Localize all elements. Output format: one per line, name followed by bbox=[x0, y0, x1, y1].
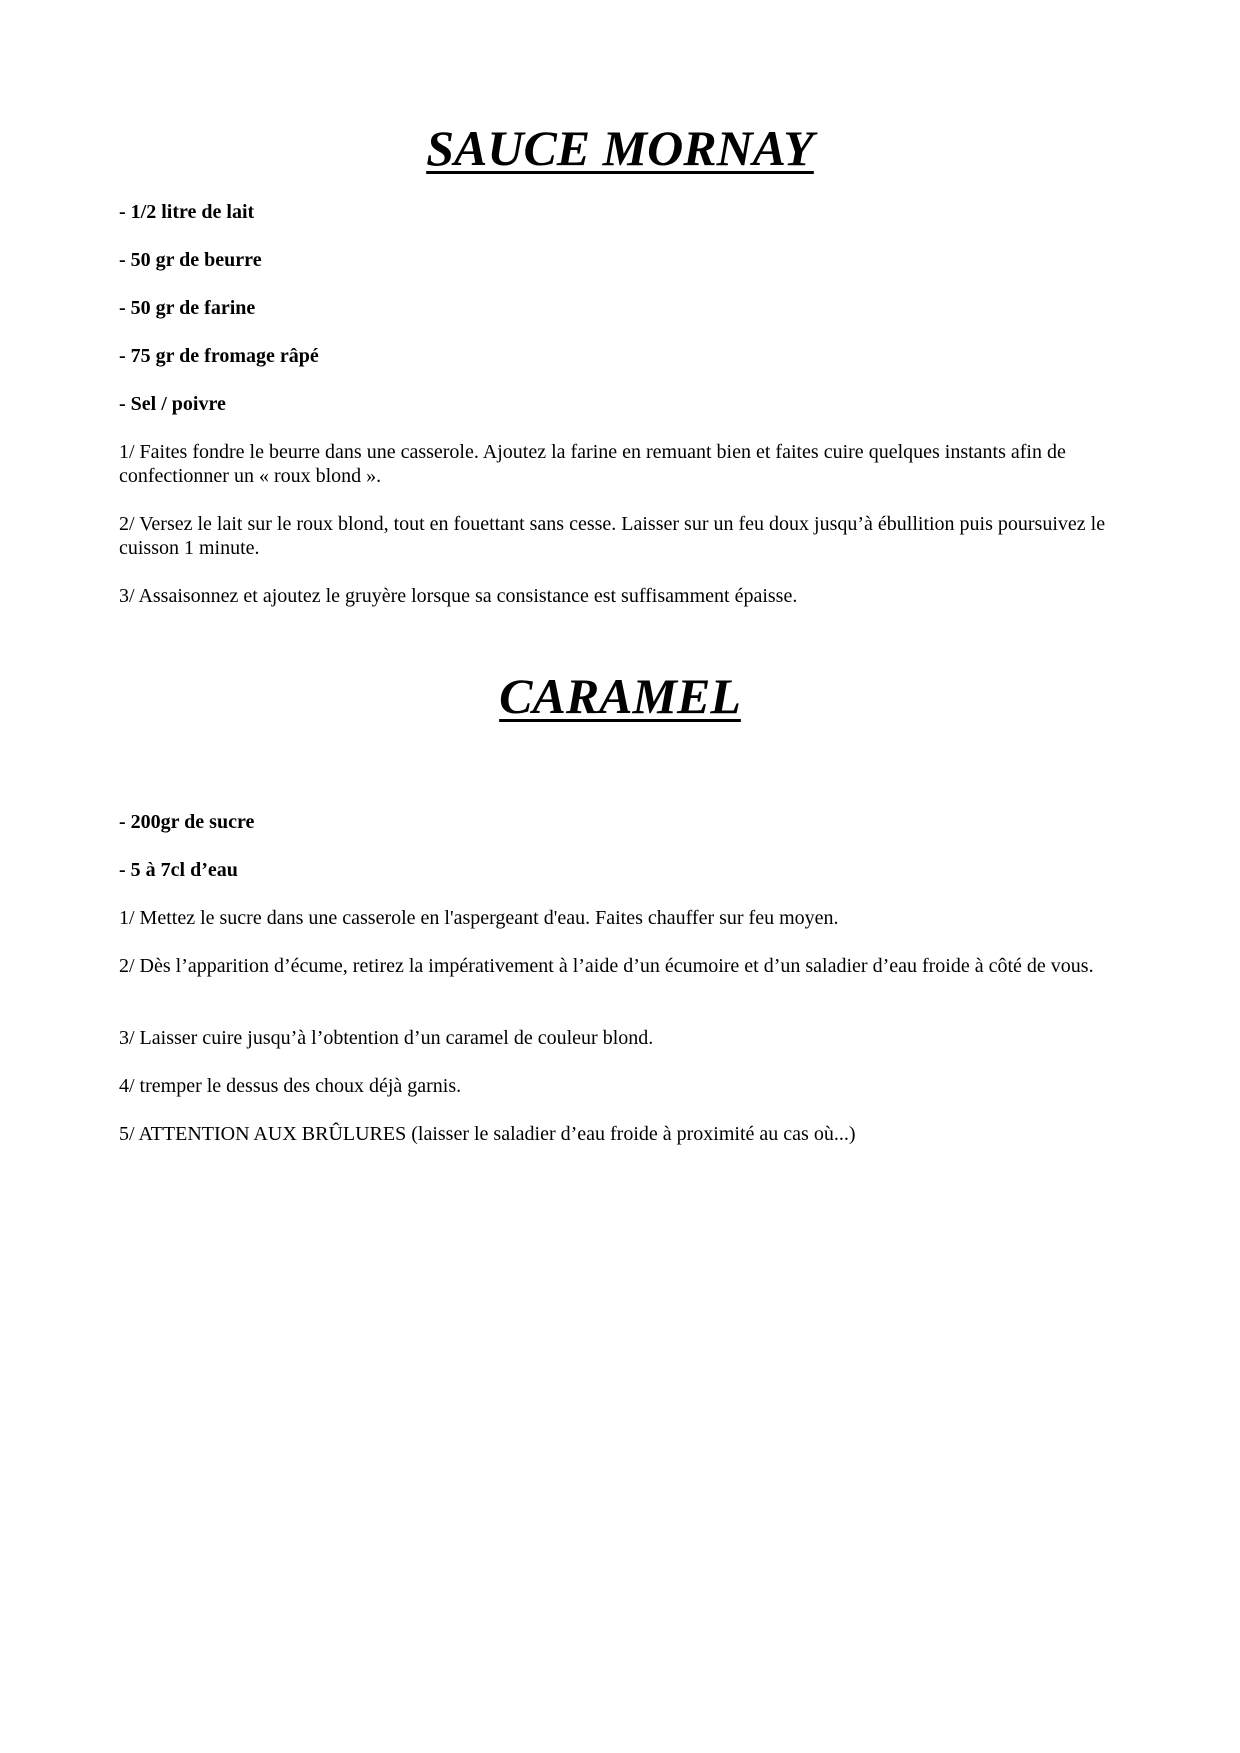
step-4-caramel: 4/ tremper le dessus des choux déjà garnis. bbox=[119, 1075, 462, 1097]
step-2-caramel: 2/ Dès l’apparition d’écume, retirez la impérativement à l’aide d’un écumoire et d’un saladier d’eau froide à côté de vous. bbox=[119, 955, 1094, 977]
ingredient-butter: - 50 gr de beurre bbox=[119, 249, 262, 271]
ingredient-salt-pepper: - Sel / poivre bbox=[119, 393, 226, 415]
step-1-sauce-mornay: 1/ Faites fondre le beurre dans une casserole. Ajoutez la farine en remuant bien et faites cuire quelques instants afin de confectionner un « roux blond ». bbox=[119, 441, 1066, 487]
step-2-sauce-mornay: 2/ Versez le lait sur le roux blond, tout en fouettant sans cesse. Laisser sur un feu doux jusqu’à ébullition puis poursuivez le cuisson 1 minute. bbox=[119, 513, 1106, 559]
ingredient-water: - 5 à 7cl d’eau bbox=[119, 859, 238, 881]
recipe-title-caramel: CARAMEL bbox=[499, 668, 741, 724]
recipe-title-sauce-mornay: SAUCE MORNAY bbox=[426, 120, 814, 176]
step-3-sauce-mornay: 3/ Assaisonnez et ajoutez le gruyère lorsque sa consistance est suffisamment épaisse. bbox=[119, 585, 798, 607]
step-3-caramel: 3/ Laisser cuire jusqu’à l’obtention d’un caramel de couleur blond. bbox=[119, 1027, 654, 1049]
step-5-caramel: 5/ ATTENTION AUX BRÛLURES (laisser le saladier d’eau froide à proximité au cas où...) bbox=[119, 1123, 856, 1145]
ingredient-milk: - 1/2 litre de lait bbox=[119, 201, 255, 223]
ingredient-flour: - 50 gr de farine bbox=[119, 297, 256, 319]
ingredient-sugar: - 200gr de sucre bbox=[119, 811, 255, 833]
ingredient-cheese: - 75 gr de fromage râpé bbox=[119, 345, 319, 367]
step-1-caramel: 1/ Mettez le sucre dans une casserole en l'aspergeant d'eau. Faites chauffer sur feu moyen. bbox=[119, 907, 839, 929]
